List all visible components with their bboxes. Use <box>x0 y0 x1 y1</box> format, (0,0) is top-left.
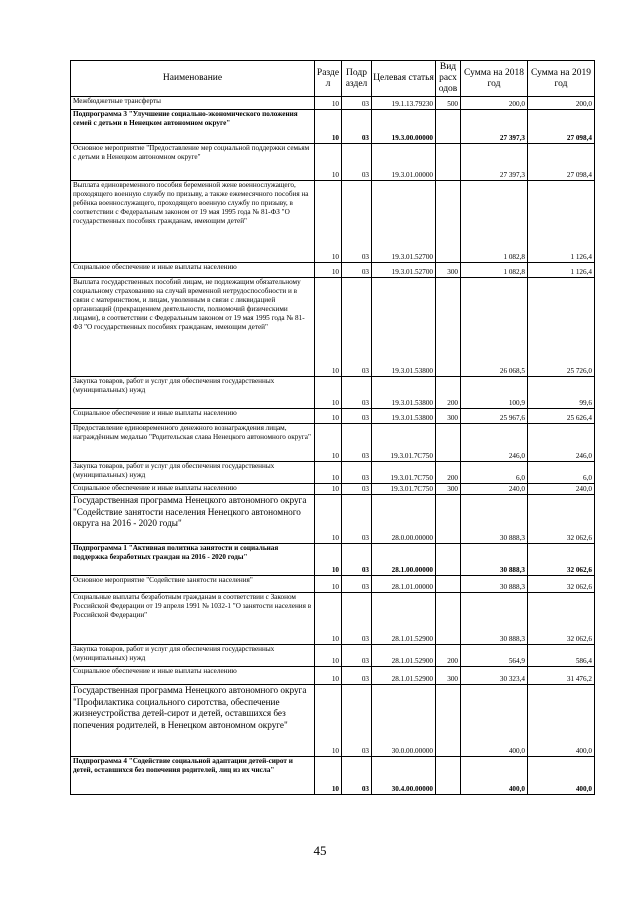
col-header-podrazdel: Подр аздел <box>342 61 372 97</box>
cell-podrazdel: 03 <box>342 593 372 645</box>
cell-razdel: 10 <box>315 263 342 278</box>
col-header-expense-type: Вид расх одов <box>436 61 461 97</box>
cell-podrazdel: 03 <box>342 263 372 278</box>
col-header-sum-2018: Сумма на 2018 год <box>461 61 528 97</box>
table-row <box>71 409 595 424</box>
cell-sum-2019: 400,0 <box>528 685 595 757</box>
cell-expense-type: 300 <box>436 484 461 495</box>
table-row <box>71 424 595 462</box>
cell-name: Социальное обеспечение и иные выплаты населению <box>71 667 315 685</box>
cell-podrazdel: 03 <box>342 181 372 263</box>
table-row <box>71 462 595 484</box>
cell-expense-type <box>436 110 461 144</box>
cell-target-article: 28.1.00.00000 <box>372 544 436 576</box>
cell-podrazdel: 03 <box>342 757 372 795</box>
cell-sum-2018: 200,0 <box>461 97 528 110</box>
table-row <box>71 278 595 377</box>
cell-name: Основное мероприятие "Содействие занятости населения" <box>71 576 315 593</box>
cell-sum-2018: 246,0 <box>461 424 528 462</box>
cell-expense-type: 300 <box>436 263 461 278</box>
cell-razdel: 10 <box>315 181 342 263</box>
cell-razdel: 10 <box>315 544 342 576</box>
cell-podrazdel: 03 <box>342 685 372 757</box>
cell-sum-2018: 6,0 <box>461 462 528 484</box>
cell-razdel: 10 <box>315 377 342 409</box>
cell-target-article: 19.1.13.79230 <box>372 97 436 110</box>
cell-sum-2018: 400,0 <box>461 685 528 757</box>
cell-name: Закупка товаров, работ и услуг для обеспечения государственных (муниципальных) нужд <box>71 645 315 667</box>
cell-razdel: 10 <box>315 278 342 377</box>
cell-name: Социальное обеспечение и иные выплаты населению <box>71 263 315 278</box>
cell-podrazdel: 03 <box>342 576 372 593</box>
cell-sum-2019: 32 062,6 <box>528 544 595 576</box>
cell-sum-2019: 25 726,0 <box>528 278 595 377</box>
table-row <box>71 110 595 144</box>
cell-sum-2018: 25 967,6 <box>461 409 528 424</box>
cell-podrazdel: 03 <box>342 278 372 377</box>
col-header-target-article: Целевая статья <box>372 61 436 97</box>
table-row <box>71 593 595 645</box>
cell-sum-2019: 32 062,6 <box>528 576 595 593</box>
col-header-sum-2019: Сумма на 2019 год <box>528 61 595 97</box>
cell-expense-type: 200 <box>436 645 461 667</box>
cell-target-article: 19.3.01.52700 <box>372 181 436 263</box>
cell-target-article: 28.1.01.00000 <box>372 576 436 593</box>
cell-razdel: 10 <box>315 424 342 462</box>
cell-sum-2019: 99,6 <box>528 377 595 409</box>
cell-name: Государственная программа Ненецкого автономного округа "Содействие занятости населения Ненецкого автономного округа на 2016 - 2020 годы" <box>71 495 315 544</box>
cell-expense-type <box>436 576 461 593</box>
cell-expense-type <box>436 144 461 181</box>
cell-name: Подпрограмма 1 "Активная политика занятости и социальная поддержка безработных граждан на 2016 - 2020 годы" <box>71 544 315 576</box>
cell-sum-2018: 1 082,8 <box>461 181 528 263</box>
col-header-razdel: Разде л <box>315 61 342 97</box>
cell-target-article: 30.4.00.00000 <box>372 757 436 795</box>
table-row <box>71 181 595 263</box>
cell-sum-2018: 240,0 <box>461 484 528 495</box>
table-row <box>71 495 595 544</box>
cell-sum-2019: 1 126,4 <box>528 181 595 263</box>
table-body <box>71 97 595 795</box>
cell-podrazdel: 03 <box>342 97 372 110</box>
cell-sum-2018: 27 397,3 <box>461 144 528 181</box>
cell-sum-2018: 30 888,3 <box>461 544 528 576</box>
cell-razdel: 10 <box>315 409 342 424</box>
cell-name: Межбюджетные трансферты <box>71 97 315 110</box>
table-row <box>71 377 595 409</box>
cell-target-article: 19.3.01.53800 <box>372 278 436 377</box>
cell-sum-2018: 100,9 <box>461 377 528 409</box>
cell-podrazdel: 03 <box>342 377 372 409</box>
cell-expense-type <box>436 424 461 462</box>
cell-expense-type <box>436 181 461 263</box>
cell-podrazdel: 03 <box>342 544 372 576</box>
cell-target-article: 28.0.00.00000 <box>372 495 436 544</box>
cell-expense-type: 300 <box>436 409 461 424</box>
cell-name: Подпрограмма 3 "Улучшение социально-экономического положения семей с детьми в Ненецком автономном округе" <box>71 110 315 144</box>
table-header-row <box>71 61 595 97</box>
cell-expense-type: 200 <box>436 377 461 409</box>
cell-podrazdel: 03 <box>342 484 372 495</box>
cell-sum-2019: 200,0 <box>528 97 595 110</box>
cell-sum-2019: 240,0 <box>528 484 595 495</box>
cell-expense-type: 200 <box>436 462 461 484</box>
cell-razdel: 10 <box>315 645 342 667</box>
cell-target-article: 28.1.01.52900 <box>372 667 436 685</box>
cell-sum-2019: 32 062,6 <box>528 593 595 645</box>
cell-sum-2018: 400,0 <box>461 757 528 795</box>
cell-expense-type <box>436 495 461 544</box>
cell-name: Социальное обеспечение и иные выплаты населению <box>71 484 315 495</box>
cell-expense-type <box>436 757 461 795</box>
cell-sum-2019: 32 062,6 <box>528 495 595 544</box>
cell-sum-2018: 30 323,4 <box>461 667 528 685</box>
cell-name: Подпрограмма 4 "Содействие социальной адаптации детей-сирот и детей, оставшихся без попечения родителей, лиц из их числа" <box>71 757 315 795</box>
cell-target-article: 19.3.01.52700 <box>372 263 436 278</box>
cell-podrazdel: 03 <box>342 144 372 181</box>
budget-table <box>70 60 595 795</box>
cell-sum-2019: 1 126,4 <box>528 263 595 278</box>
table-row <box>71 544 595 576</box>
cell-target-article: 19.3.01.53800 <box>372 377 436 409</box>
cell-razdel: 10 <box>315 757 342 795</box>
cell-sum-2018: 27 397,3 <box>461 110 528 144</box>
cell-sum-2019: 246,0 <box>528 424 595 462</box>
cell-razdel: 10 <box>315 667 342 685</box>
table-row <box>71 144 595 181</box>
cell-sum-2018: 1 082,8 <box>461 263 528 278</box>
cell-expense-type <box>436 685 461 757</box>
table-row <box>71 757 595 795</box>
cell-target-article: 19.3.01.53800 <box>372 409 436 424</box>
cell-name: Социальное обеспечение и иные выплаты населению <box>71 409 315 424</box>
table-row <box>71 685 595 757</box>
cell-sum-2019: 27 098,4 <box>528 144 595 181</box>
table-row <box>71 645 595 667</box>
cell-name: Социальные выплаты безработным гражданам в соответствии с Законом Российской Федерации от 19 апреля 1991 № 1032-1 "О занятости населения в Российской Федерации" <box>71 593 315 645</box>
cell-razdel: 10 <box>315 97 342 110</box>
cell-sum-2019: 6,0 <box>528 462 595 484</box>
cell-target-article: 19.3.01.00000 <box>372 144 436 181</box>
cell-podrazdel: 03 <box>342 667 372 685</box>
cell-expense-type <box>436 544 461 576</box>
cell-razdel: 10 <box>315 484 342 495</box>
cell-razdel: 10 <box>315 495 342 544</box>
cell-sum-2018: 26 068,5 <box>461 278 528 377</box>
cell-razdel: 10 <box>315 144 342 181</box>
cell-sum-2018: 564,9 <box>461 645 528 667</box>
cell-sum-2019: 31 476,2 <box>528 667 595 685</box>
cell-podrazdel: 03 <box>342 424 372 462</box>
cell-podrazdel: 03 <box>342 645 372 667</box>
cell-name: Выплата единовременного пособия беременной жене военнослужащего, проходящего военную службу по призыву, а также ежемесячного пособия на ребёнка военнослужащего, проходящего военную службу по призыву, в соответствии с Федеральным законом от 19 мая 1995 года № 81-ФЗ "О государственных пособиях гражданам, имеющим детей" <box>71 181 315 263</box>
cell-razdel: 10 <box>315 110 342 144</box>
cell-target-article: 19.3.01.7С750 <box>372 484 436 495</box>
cell-expense-type <box>436 593 461 645</box>
cell-razdel: 10 <box>315 685 342 757</box>
cell-sum-2019: 400,0 <box>528 757 595 795</box>
cell-expense-type: 300 <box>436 667 461 685</box>
cell-sum-2019: 27 098,4 <box>528 110 595 144</box>
table-row <box>71 263 595 278</box>
cell-podrazdel: 03 <box>342 409 372 424</box>
cell-name: Государственная программа Ненецкого автономного округа "Профилактика социального сиротства, обеспечение жизнеустройства детей-сирот и детей, оставшихся без попечения родителей, в Ненецком автономном округе" <box>71 685 315 757</box>
cell-name: Закупка товаров, работ и услуг для обеспечения государственных (муниципальных) нужд <box>71 462 315 484</box>
cell-razdel: 10 <box>315 576 342 593</box>
cell-podrazdel: 03 <box>342 495 372 544</box>
cell-podrazdel: 03 <box>342 110 372 144</box>
cell-sum-2018: 30 888,3 <box>461 593 528 645</box>
table-row <box>71 484 595 495</box>
cell-podrazdel: 03 <box>342 462 372 484</box>
cell-razdel: 10 <box>315 462 342 484</box>
cell-name: Выплата государственных пособий лицам, не подлежащим обязательному социальному страхованию на случай временной нетрудоспособности и в связи с материнством, и лицам, уволенным в связи с ликвидацией организаций (прекращением деятельности, полномочий физическими лицами), в соответствии с Федеральным законом от 19 мая 1995 года № 81-ФЗ "О государственных пособиях гражданам, имеющим детей" <box>71 278 315 377</box>
cell-razdel: 10 <box>315 593 342 645</box>
cell-sum-2019: 25 626,4 <box>528 409 595 424</box>
cell-name: Основное мероприятие "Предоставление мер социальной поддержки семьям с детьми в Ненецком автономном округе" <box>71 144 315 181</box>
page-number: 45 <box>313 843 327 858</box>
table-row <box>71 576 595 593</box>
col-header-name: Наименование <box>71 61 315 97</box>
cell-target-article: 28.1.01.52900 <box>372 645 436 667</box>
cell-target-article: 19.3.01.7С750 <box>372 462 436 484</box>
cell-name: Закупка товаров, работ и услуг для обеспечения государственных (муниципальных) нужд <box>71 377 315 409</box>
cell-sum-2019: 586,4 <box>528 645 595 667</box>
cell-sum-2018: 30 888,3 <box>461 576 528 593</box>
cell-expense-type <box>436 278 461 377</box>
table-row <box>71 97 595 110</box>
cell-target-article: 30.0.00.00000 <box>372 685 436 757</box>
cell-sum-2018: 30 888,3 <box>461 495 528 544</box>
cell-name: Предоставление единовременного денежного вознаграждения лицам, награждённым медалью "Родительская слава Ненецкого автономного округа" <box>71 424 315 462</box>
cell-target-article: 19.3.00.00000 <box>372 110 436 144</box>
cell-target-article: 19.3.01.7С750 <box>372 424 436 462</box>
cell-target-article: 28.1.01.52900 <box>372 593 436 645</box>
table-row <box>71 667 595 685</box>
cell-expense-type: 500 <box>436 97 461 110</box>
